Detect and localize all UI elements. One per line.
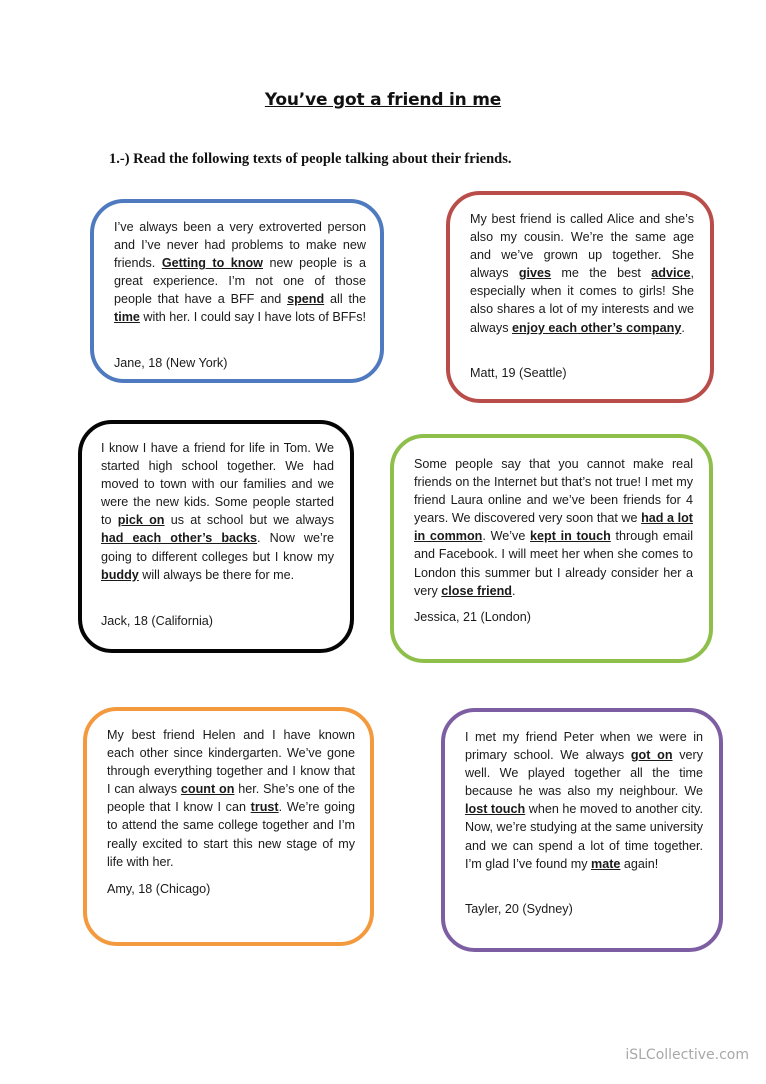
text-segment: I met my friend Peter when we were in primary school. We always bbox=[465, 730, 703, 763]
text-segment: I’ve always been a very extroverted person and I’ve never had problems to make new friends. bbox=[114, 220, 366, 271]
key-phrase: advice bbox=[651, 266, 691, 281]
text-segment: very well. We played together all the time because he was also my neighbour. We bbox=[465, 748, 704, 799]
card-signature: Jack, 18 (California) bbox=[101, 614, 213, 628]
friend-card-tayler bbox=[441, 708, 723, 952]
key-phrase: got on bbox=[630, 748, 673, 763]
key-phrase: spend bbox=[287, 292, 325, 307]
card-text bbox=[101, 439, 334, 584]
text-segment: Some people say that you cannot make real friends on the Internet but that’s not true! I met my friend Laura online and we’ve been friends for 4 years. We discovered very soon that we bbox=[414, 457, 693, 526]
text-segment: with her. I could say I have lots of BFFs! bbox=[139, 310, 366, 325]
friend-card-jack bbox=[78, 420, 354, 653]
key-phrase: trust bbox=[250, 800, 279, 815]
key-phrase: buddy bbox=[101, 567, 139, 582]
key-phrase: enjoy each other’s company bbox=[512, 320, 682, 335]
card-signature: Matt, 19 (Seattle) bbox=[470, 366, 567, 380]
key-phrase: had each other’s backs bbox=[101, 531, 258, 546]
key-phrase: Getting to know bbox=[161, 256, 263, 271]
text-segment: when he moved to another city. Now, we’re studying at the same university and we can spend a lot of time together. I’m glad I’ve found my bbox=[465, 802, 703, 871]
card-signature: Amy, 18 (Chicago) bbox=[107, 882, 211, 896]
friend-card-jessica bbox=[390, 434, 713, 663]
key-phrase: count on bbox=[180, 782, 235, 797]
key-phrase: time bbox=[114, 310, 140, 325]
key-phrase: mate bbox=[591, 856, 621, 871]
card-signature: Jessica, 21 (London) bbox=[414, 610, 531, 624]
friend-card-jane bbox=[90, 199, 384, 383]
worksheet-title: You’ve got a friend in me bbox=[264, 90, 502, 110]
card-text bbox=[414, 455, 693, 600]
text-segment: will always be there for me. bbox=[138, 567, 295, 582]
key-phrase: lost touch bbox=[465, 802, 526, 817]
text-segment: . We’ve bbox=[482, 529, 531, 544]
card-text bbox=[470, 210, 694, 337]
card-text bbox=[107, 726, 355, 871]
friend-card-amy bbox=[83, 707, 374, 946]
key-phrase: had a lot in common bbox=[414, 511, 694, 544]
text-segment: . bbox=[511, 583, 516, 598]
text-segment: me the best bbox=[551, 266, 652, 281]
text-segment: . bbox=[681, 320, 685, 335]
text-segment: My best friend is called Alice and she’s also my cousin. We’re the same age and we’ve grown up together. She always bbox=[470, 212, 694, 281]
instruction-text: 1.-) Read the following texts of people talking about their friends. bbox=[109, 151, 512, 167]
text-segment: again! bbox=[620, 856, 659, 871]
key-phrase: kept in touch bbox=[530, 529, 611, 544]
text-segment: , especially when it comes to girls! She also shares a lot of my interests and we always bbox=[470, 266, 694, 335]
text-segment: . Now we’re going to different colleges but I know my bbox=[101, 531, 334, 564]
card-signature: Jane, 18 (New York) bbox=[114, 356, 228, 370]
key-phrase: close friend bbox=[441, 583, 512, 598]
text-segment: new people is a great experience. I’m not one of those people that have a BFF and bbox=[114, 256, 366, 307]
friend-card-matt bbox=[446, 191, 714, 403]
key-phrase: pick on bbox=[117, 513, 165, 528]
text-segment: us at school but we always bbox=[164, 513, 334, 528]
watermark: iSLCollective.com bbox=[625, 1047, 749, 1063]
key-phrase: gives bbox=[518, 266, 552, 281]
text-segment: . We’re going to attend the same college together and I’m really excited to start this new stage of my life with her. bbox=[107, 800, 355, 869]
text-segment: through email and Facebook. I will meet her when she comes to London this summer but I already consider her a very bbox=[414, 529, 693, 598]
text-segment: all the bbox=[324, 292, 366, 307]
card-text bbox=[114, 218, 366, 327]
card-text bbox=[465, 728, 703, 873]
text-segment: My best friend Helen and I have known each other since kindergarten. We’ve gone through everything together and I know that I can always bbox=[107, 728, 355, 797]
text-segment: I know I have a friend for life in Tom. We started high school together. We had moved to town with our families and we were the new kids. Some people started to bbox=[101, 441, 334, 528]
card-signature: Tayler, 20 (Sydney) bbox=[465, 902, 573, 916]
text-segment: her. She’s one of the people that I know I can bbox=[107, 782, 355, 815]
